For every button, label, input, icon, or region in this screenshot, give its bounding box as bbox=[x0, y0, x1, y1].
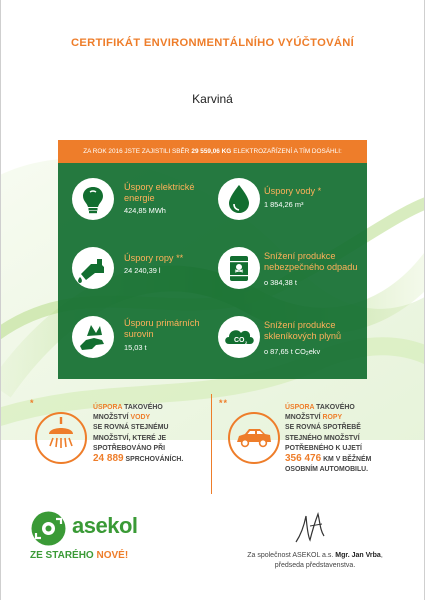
water-eq-line6: SPRCHOVÁNÍCH. bbox=[123, 456, 184, 464]
oil-footnote-marker: ** bbox=[219, 398, 229, 408]
slogan-accent: NOVÉ! bbox=[96, 550, 129, 561]
oil-eq-line7: OSOBNÍM AUTOMOBILU. bbox=[285, 466, 369, 474]
saving-title-raw-materials: Úsporu primárních surovin bbox=[124, 318, 200, 339]
shower-icon bbox=[35, 412, 87, 464]
saving-value-hazardous-waste: o 384,38 t bbox=[264, 278, 297, 287]
saving-title-electricity: Úspory elektrické energie bbox=[124, 182, 195, 203]
equivalent-divider bbox=[211, 394, 212, 494]
hazard-barrel-icon bbox=[218, 247, 260, 289]
water-footnote-marker: * bbox=[30, 398, 35, 408]
asekol-slogan bbox=[30, 550, 128, 561]
water-eq-line1: TAKOVÉHO bbox=[122, 404, 163, 411]
water-drop-icon bbox=[218, 178, 260, 220]
co2-value-prefix: o 87,65 t CO bbox=[264, 347, 306, 356]
saving-value-raw-materials: 15,03 t bbox=[124, 343, 147, 352]
banner-prefix: ZA ROK 2016 JSTE ZAJISTILI SBĚR bbox=[83, 148, 190, 155]
handwritten-signature bbox=[290, 506, 330, 546]
asekol-logo-icon bbox=[30, 510, 67, 547]
savings-panel bbox=[58, 163, 367, 379]
water-eq-line4: MNOŽSTVÍ, KTERÉ JE bbox=[93, 434, 167, 442]
water-equivalent-text bbox=[93, 403, 208, 465]
water-eq-word-saving: ÚSPORA bbox=[93, 404, 123, 411]
collection-banner bbox=[58, 140, 367, 163]
signatory-role: předseda představenstva. bbox=[274, 562, 356, 569]
oil-eq-word-oil: ROPY bbox=[322, 414, 343, 422]
signatory-name: Mgr. Jan Vrba bbox=[335, 552, 381, 559]
water-eq-line3: SE ROVNÁ STEJNÉMU bbox=[93, 424, 169, 432]
oil-eq-line3: SE ROVNÁ SPOTŘEBĚ bbox=[285, 424, 361, 432]
water-eq-line5: SPOTŘEBOVÁNO PŘI bbox=[93, 444, 165, 452]
saving-title-water: Úspory vody * bbox=[264, 186, 322, 196]
city-name: Karviná bbox=[192, 92, 233, 106]
saving-value-electricity: 424,85 MWh bbox=[124, 206, 166, 215]
oil-equivalent-text bbox=[285, 403, 400, 475]
co2-value-sub: 2 bbox=[305, 351, 309, 357]
oil-eq-line1: TAKOVÉHO bbox=[314, 404, 355, 411]
svg-text:2: 2 bbox=[245, 340, 248, 345]
oil-eq-line4: STEJNÉHO MNOŽSTVÍ bbox=[285, 434, 360, 442]
asekol-logo-wordmark: asekol bbox=[72, 513, 138, 538]
saving-value-oil: 24 240,39 l bbox=[124, 266, 161, 275]
signatory-suffix: , bbox=[380, 552, 383, 559]
oil-eq-line2: MNOŽSTVÍ bbox=[285, 414, 323, 422]
saving-title-oil: Úspory ropy ** bbox=[124, 253, 184, 263]
oil-eq-line5: POTŘEBNÉHO K UJETÍ bbox=[285, 444, 362, 452]
water-eq-showers-count: 24 889 bbox=[93, 453, 124, 465]
banner-amount: 29 559,06 KG bbox=[191, 148, 232, 155]
saving-title-hazardous-waste: Snížení produkce nebezpečného odpadu bbox=[264, 251, 358, 272]
oil-eq-km-count: 356 476 bbox=[285, 453, 322, 465]
co2-cloud-icon bbox=[218, 316, 260, 358]
certificate-title: CERTIFIKÁT ENVIRONMENTÁLNÍHO VYÚČTOVÁNÍ bbox=[70, 37, 355, 49]
signatory-prefix: Za společnost ASEKOL a.s. bbox=[247, 552, 336, 559]
slogan-main: ZE STARÉHO bbox=[30, 550, 97, 561]
svg-text:CO: CO bbox=[234, 337, 245, 344]
lightbulb-icon bbox=[72, 178, 114, 220]
car-icon bbox=[228, 412, 280, 464]
fuel-nozzle-icon bbox=[72, 247, 114, 289]
saving-value-greenhouse-gases bbox=[264, 347, 320, 359]
saving-title-greenhouse-gases: Snížení produkce skleníkových plynů bbox=[264, 320, 342, 341]
hand-materials-icon bbox=[72, 316, 114, 358]
oil-eq-word-saving: ÚSPORA bbox=[285, 404, 315, 411]
water-eq-word-water: VODY bbox=[130, 414, 151, 422]
banner-suffix: ELEKTROZAŘÍZENÍ A TÍM DOSÁHLI: bbox=[233, 148, 342, 155]
saving-value-water: 1 854,26 m³ bbox=[264, 200, 304, 209]
signatory-block bbox=[235, 551, 395, 571]
oil-eq-line6: KM V BĚŽNÉM bbox=[321, 456, 372, 464]
water-eq-line2: MNOŽSTVÍ bbox=[93, 414, 131, 422]
co2-value-suffix: ekv bbox=[308, 347, 321, 356]
